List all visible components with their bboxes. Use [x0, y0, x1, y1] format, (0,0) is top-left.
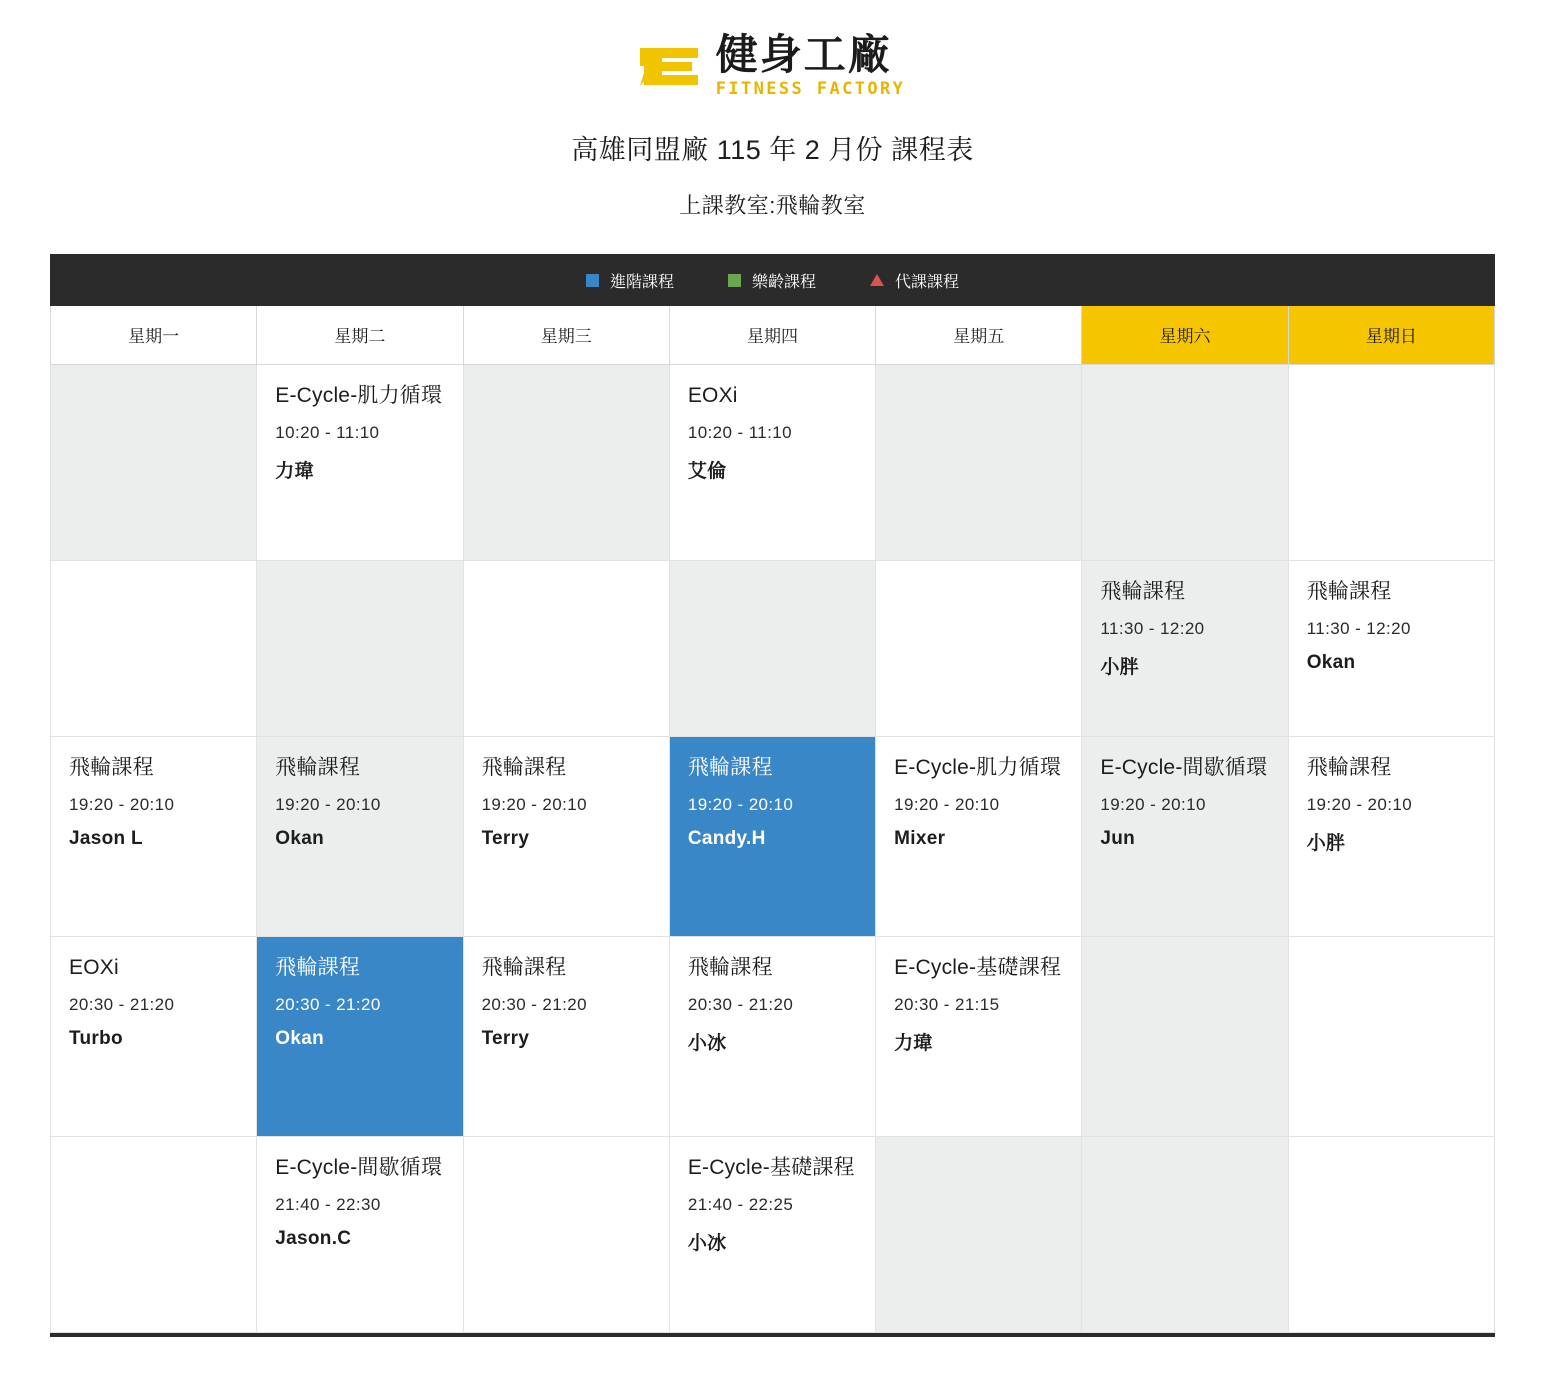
empty-slot [1100, 1153, 1269, 1154]
schedule-cell-empty-sunday [1288, 936, 1494, 1136]
schedule-body [51, 364, 1495, 1332]
empty-slot [1307, 381, 1476, 382]
schedule-cell-empty-wednesday [463, 560, 669, 736]
schedule-row [51, 364, 1495, 560]
schedule-cell-empty-monday [51, 1136, 257, 1332]
schedule-cell-empty-tuesday [257, 560, 463, 736]
class-coach: Terry [481, 1028, 530, 1050]
schedule-cell-thursday[interactable] [669, 1136, 875, 1332]
empty-slot [482, 577, 651, 578]
empty-slot [275, 577, 444, 578]
brand-header [0, 0, 1545, 98]
schedule-cell-sunday[interactable] [1288, 560, 1494, 736]
legend-label-senior: 樂齡課程 [751, 273, 816, 291]
class-time: 21:40 - 22:30 [275, 1195, 381, 1215]
class-time: 10:20 - 11:10 [687, 423, 792, 443]
schedule-row [51, 1136, 1495, 1332]
class-name: 飛輪課程 [481, 755, 567, 779]
class-coach: 小胖 [1306, 833, 1346, 855]
schedule-cell-wednesday[interactable] [463, 936, 669, 1136]
legend-item-substitute [870, 269, 959, 292]
brand-name-en: FITNESS FACTORY [715, 79, 906, 99]
class-name: E-Cycle-肌力循環 [894, 755, 1062, 779]
schedule-cell-saturday[interactable] [1082, 560, 1288, 736]
empty-slot [1100, 953, 1269, 954]
column-header-thursday: 星期四 [669, 306, 875, 364]
class-time: 20:30 - 21:20 [69, 995, 175, 1015]
class-coach: Jason.C [275, 1228, 352, 1250]
schedule-cell-tuesday[interactable] [257, 936, 463, 1136]
legend-label-substitute: 代課課程 [895, 273, 960, 291]
schedule-cell-empty-monday [51, 560, 257, 736]
schedule-table [50, 306, 1495, 1333]
class-time: 19:20 - 20:10 [687, 795, 794, 815]
empty-slot [482, 381, 651, 382]
table-header-row [51, 306, 1495, 364]
schedule-cell-monday[interactable] [51, 936, 257, 1136]
class-name: E-Cycle-基礎課程 [894, 955, 1062, 979]
class-coach: Mixer [894, 828, 946, 850]
schedule-cell-wednesday[interactable] [463, 736, 669, 936]
empty-slot [894, 1153, 1063, 1154]
class-name: EOXi [687, 383, 738, 407]
class-name: E-Cycle-肌力循環 [275, 383, 443, 407]
empty-slot [894, 381, 1063, 382]
schedule-cell-friday[interactable] [876, 936, 1082, 1136]
empty-slot [482, 1153, 651, 1154]
column-header-wednesday: 星期三 [463, 306, 669, 364]
class-time: 20:30 - 21:15 [894, 995, 1000, 1015]
class-name: E-Cycle-基礎課程 [687, 1155, 855, 1179]
class-name: 飛輪課程 [687, 955, 773, 979]
empty-slot [1100, 381, 1269, 382]
column-header-saturday: 星期六 [1082, 306, 1288, 364]
schedule-cell-thursday[interactable] [669, 364, 875, 560]
schedule-cell-thursday[interactable] [669, 936, 875, 1136]
class-time: 19:20 - 20:10 [275, 795, 381, 815]
empty-slot [69, 577, 238, 578]
class-coach: Okan [275, 828, 324, 850]
schedule-row [51, 736, 1495, 936]
empty-slot [1307, 1153, 1476, 1154]
class-time: 19:20 - 20:10 [1306, 795, 1413, 815]
class-name: 飛輪課程 [1100, 579, 1186, 603]
class-name: 飛輪課程 [275, 755, 361, 779]
legend-item-senior [728, 269, 816, 292]
schedule-cell-empty-saturday [1082, 1136, 1288, 1332]
legend-label-advanced: 進階課程 [609, 273, 674, 291]
schedule-cell-empty-friday [876, 560, 1082, 736]
class-coach: 艾倫 [687, 461, 727, 483]
class-time: 19:20 - 20:10 [894, 795, 1000, 815]
brand-text [715, 31, 906, 99]
class-time: 20:30 - 21:20 [275, 995, 381, 1015]
legend-bar [50, 254, 1495, 306]
legend-item-advanced [586, 269, 674, 292]
class-coach: Jun [1100, 828, 1136, 850]
schedule-cell-thursday[interactable] [669, 736, 875, 936]
class-name: 飛輪課程 [481, 955, 567, 979]
schedule-cell-tuesday[interactable] [257, 736, 463, 936]
schedule-cell-empty-saturday [1082, 364, 1288, 560]
legend-square-icon-advanced [586, 274, 599, 287]
schedule-cell-monday[interactable] [51, 736, 257, 936]
class-coach: Okan [1306, 652, 1356, 674]
column-header-sunday: 星期日 [1288, 306, 1494, 364]
class-coach: 小冰 [687, 1033, 727, 1055]
column-header-tuesday: 星期二 [257, 306, 463, 364]
class-time: 19:20 - 20:10 [481, 795, 587, 815]
schedule-cell-empty-friday [876, 1136, 1082, 1332]
empty-slot [69, 381, 238, 382]
schedule-cell-tuesday[interactable] [257, 364, 463, 560]
schedule-cell-saturday[interactable] [1082, 736, 1288, 936]
class-coach: 力瑋 [894, 1033, 933, 1055]
schedule-cell-tuesday[interactable] [257, 1136, 463, 1332]
class-coach: Terry [481, 828, 530, 850]
fitness-factory-logo-icon [640, 40, 702, 92]
schedule-cell-empty-monday [51, 364, 257, 560]
class-coach: Jason L [69, 828, 143, 850]
schedule-cell-empty-saturday [1082, 936, 1288, 1136]
empty-slot [1307, 953, 1476, 954]
class-name: E-Cycle-間歇循環 [275, 1155, 443, 1179]
class-coach: Turbo [69, 1028, 123, 1050]
class-coach: Okan [275, 1028, 324, 1050]
class-time: 10:20 - 11:10 [275, 423, 380, 443]
schedule-cell-empty-wednesday [463, 364, 669, 560]
table-bottom-rule [50, 1333, 1495, 1337]
class-name: 飛輪課程 [687, 755, 773, 779]
class-time: 19:20 - 20:10 [69, 795, 175, 815]
class-name: EOXi [69, 955, 119, 979]
page-title: 高雄同盟廠 115 年 2 月份 課程表 [571, 135, 974, 165]
class-coach: 小冰 [687, 1233, 727, 1255]
class-time: 11:30 - 12:20 [1100, 619, 1205, 639]
empty-slot [688, 577, 857, 578]
class-time: 11:30 - 12:20 [1306, 619, 1411, 639]
class-name: 飛輪課程 [1306, 579, 1392, 603]
schedule-cell-empty-sunday [1288, 364, 1494, 560]
page-subtitle: 上課教室:飛輪教室 [679, 193, 866, 218]
class-coach: Candy.H [687, 828, 766, 850]
class-name: 飛輪課程 [69, 755, 154, 779]
schedule-cell-empty-thursday [669, 560, 875, 736]
column-header-monday: 星期一 [51, 306, 257, 364]
empty-slot [69, 1153, 238, 1154]
class-time: 20:30 - 21:20 [481, 995, 587, 1015]
class-time: 19:20 - 20:10 [1100, 795, 1206, 815]
schedule-row [51, 560, 1495, 736]
legend-square-icon-senior [728, 274, 741, 287]
schedule-row [51, 936, 1495, 1136]
column-header-friday: 星期五 [876, 306, 1082, 364]
brand-name-cn: 健身工廠 [715, 31, 892, 78]
class-name: 飛輪課程 [275, 955, 361, 979]
schedule-cell-empty-wednesday [463, 1136, 669, 1332]
class-time: 21:40 - 22:25 [687, 1195, 794, 1215]
class-coach: 力瑋 [275, 461, 314, 483]
legend-triangle-icon-substitute [870, 274, 884, 286]
class-time: 20:30 - 21:20 [687, 995, 794, 1015]
schedule-cell-empty-sunday [1288, 1136, 1494, 1332]
schedule-cell-empty-friday [876, 364, 1082, 560]
class-name: 飛輪課程 [1306, 755, 1392, 779]
schedule-cell-sunday[interactable] [1288, 736, 1494, 936]
class-coach: 小胖 [1100, 657, 1140, 679]
schedule-cell-friday[interactable] [876, 736, 1082, 936]
empty-slot [894, 577, 1063, 578]
class-name: E-Cycle-間歇循環 [1100, 755, 1268, 779]
